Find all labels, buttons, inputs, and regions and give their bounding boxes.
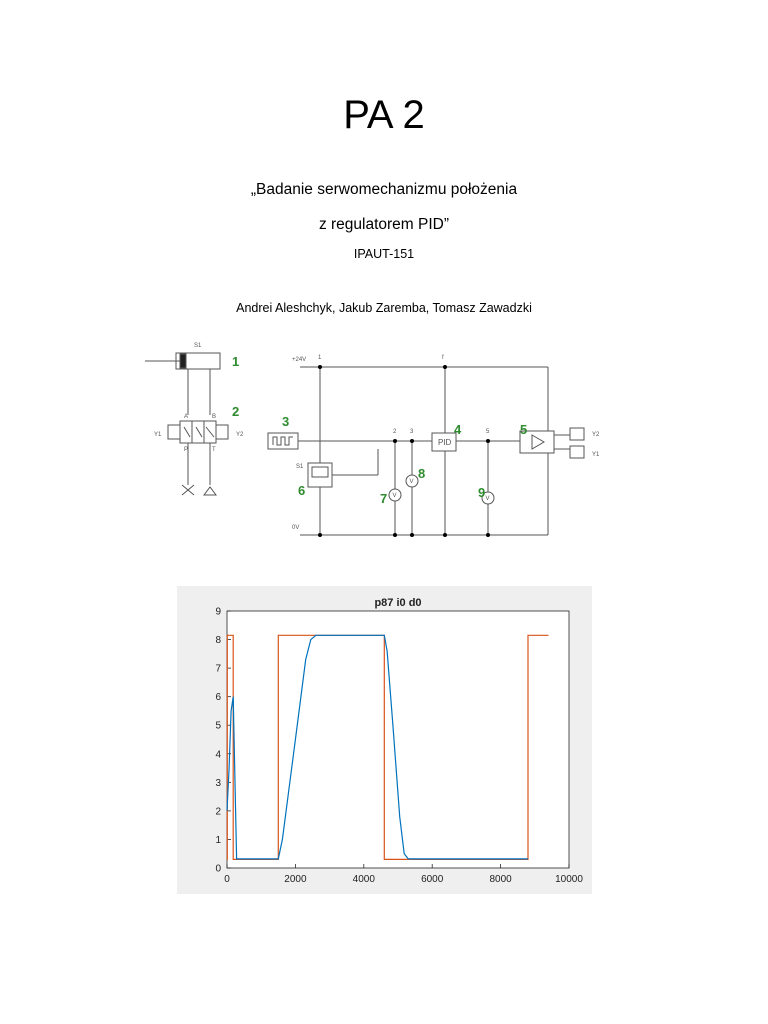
subtitle-line-1: „Badanie serwomechanizmu położenia xyxy=(250,181,518,198)
label-node-3: 3 xyxy=(410,429,414,435)
label-y1-right: Y1 xyxy=(592,452,600,458)
y-tick-label: 6 xyxy=(215,692,221,704)
x-tick-label: 0 xyxy=(224,874,230,885)
label-port-a: A xyxy=(184,414,189,420)
pneumatic-electric-diagram xyxy=(140,335,610,545)
course-code: IPAUT-151 xyxy=(353,247,415,261)
document-title: PA 2 xyxy=(343,93,425,137)
subtitle-line-2: z regulatorem PID” xyxy=(318,216,450,233)
y-tick-label: 2 xyxy=(215,806,221,818)
label-y2-right: Y2 xyxy=(592,432,600,438)
label-supply-zero: 0V xyxy=(292,525,300,531)
label-node-2: 2 xyxy=(393,429,397,435)
label-volt-9: V xyxy=(485,496,490,502)
y-tick-label: 0 xyxy=(215,863,221,875)
label-node-1: 1 xyxy=(318,355,322,361)
label-pid: PID xyxy=(438,438,452,447)
component-number-8: 8 xyxy=(418,466,426,481)
component-number-3: 3 xyxy=(282,414,290,429)
label-s1-sensor: S1 xyxy=(296,464,304,470)
y-tick-label: 4 xyxy=(215,749,221,761)
y-tick-label: 5 xyxy=(215,720,221,732)
label-node-f: f xyxy=(442,355,444,361)
label-y2-left: Y2 xyxy=(236,432,244,438)
label-port-t: T xyxy=(212,447,216,453)
label-volt-8: V xyxy=(409,479,414,485)
cylinder-piston xyxy=(180,354,186,368)
label-node-5: 5 xyxy=(486,429,490,435)
y-tick-label: 7 xyxy=(215,663,221,675)
x-tick-label: 10000 xyxy=(555,874,583,885)
label-port-p: P xyxy=(184,447,189,453)
x-tick-label: 8000 xyxy=(489,874,512,885)
component-number-1: 1 xyxy=(232,354,240,369)
component-number-5: 5 xyxy=(520,422,528,437)
component-number-2: 2 xyxy=(232,404,240,419)
authors: Andrei Aleshchyk, Jakub Zaremba, Tomasz Zawadzki xyxy=(236,301,532,315)
component-number-9: 9 xyxy=(478,485,486,500)
label-s1-top: S1 xyxy=(194,343,202,349)
response-chart xyxy=(177,586,592,894)
component-number-7: 7 xyxy=(380,491,388,506)
x-tick-label: 6000 xyxy=(421,874,444,885)
component-number-6: 6 xyxy=(298,483,306,498)
label-volt-7: V xyxy=(392,493,397,499)
x-tick-label: 2000 xyxy=(284,874,307,885)
x-tick-label: 4000 xyxy=(352,874,375,885)
component-number-4: 4 xyxy=(454,422,462,437)
chart-title: p87 i0 d0 xyxy=(374,597,422,609)
label-y1-left: Y1 xyxy=(154,432,162,438)
label-supply-plus: +24V xyxy=(292,357,307,363)
y-tick-label: 8 xyxy=(215,635,221,647)
y-tick-label: 9 xyxy=(215,606,221,618)
y-tick-label: 3 xyxy=(215,777,221,789)
label-port-b: B xyxy=(212,414,217,420)
y-tick-label: 1 xyxy=(215,834,221,846)
